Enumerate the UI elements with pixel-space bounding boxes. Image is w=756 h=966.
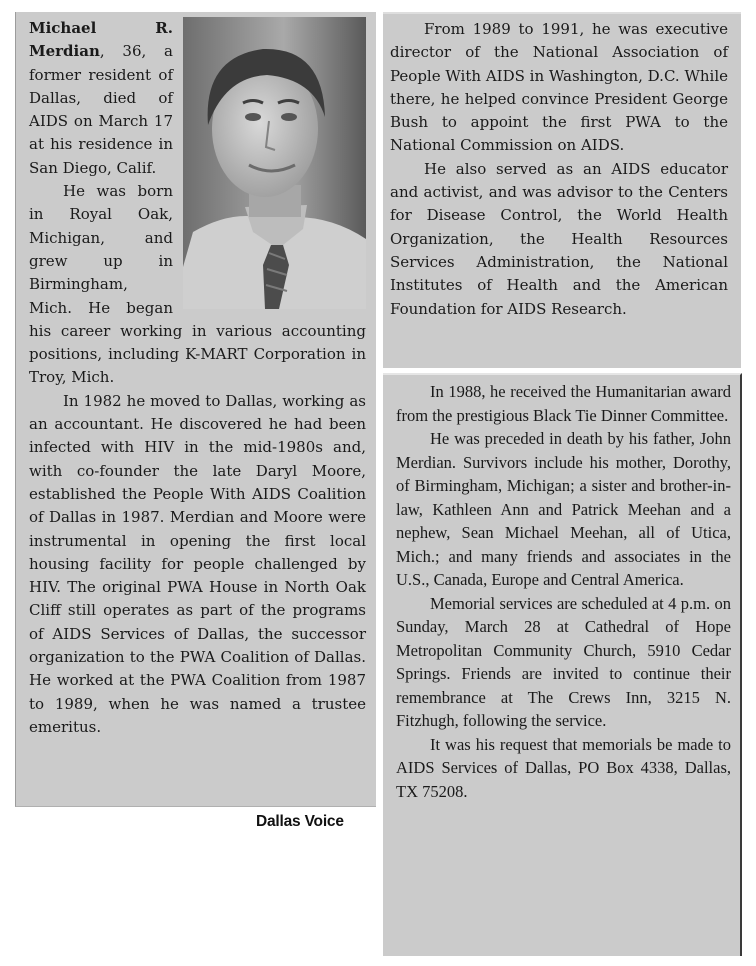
obituary-column-left (15, 12, 376, 807)
paragraph-memorials: It was his request that memorials be made to AIDS Services of Dallas, PO Box 4338, Dallas, TX 75208. (396, 734, 731, 801)
paragraph-services: Memorial services are scheduled at 4 p.m. on Sunday, March 28 at Cathedral of Hope Metropolitan Community Church, 5910 Cedar Springs. Friends are invited to continue their remembrance at The Crews Inn, 3215 N. Fitzhugh, following the service. (396, 593, 731, 730)
paragraph-award: In 1988, he received the Humanitarian award from the prestigious Black Tie Dinner Committee. (396, 382, 731, 425)
deceased-name: Michael R. Merdian (29, 19, 173, 61)
obituary-column-right-top (383, 12, 741, 368)
portrait-photo (183, 17, 366, 309)
obituary-column-right-bottom (383, 373, 742, 956)
lead-paragraph: , 36, a former resident of Dallas, died of AIDS on March 17 at his residence in San Diego, Calif. (29, 42, 173, 177)
portrait-photo-image (183, 17, 366, 309)
paragraph-napwa: From 1989 to 1991, he was executive director of the National Association of People With AIDS in Washington, D.C. While there, he helped convince President George Bush to appoint the first PWA to the National Commission on AIDS. (390, 20, 728, 155)
paragraph-early-life: He was born in Royal Oak, Michigan, and grew up in Birmingham, Mich. He began his career working in various accounting positions, including K-MART Corporation in Troy, Mich. (29, 182, 366, 387)
paragraph-survivors: He was preceded in death by his father, John Merdian. Survivors include his mother, Dorothy, of Birmingham, Michigan; a sister and brother-in-law, Kathleen Ann and Patrick Meehan and a nephew, Sean Michael Meehan, all of Utica, Mich.; and many friends and associates in the U.S., Canada, Europe and Central America. (396, 429, 731, 589)
paragraph-advisor: He also served as an AIDS educator and activist, and was advisor to the Centers for Disease Control, the World Health Organization, the Health Resources Services Administration, the National Institutes of Health and the American Foundation for AIDS Research. (390, 159, 728, 318)
paragraph-dallas: In 1982 he moved to Dallas, working as an accountant. He discovered he had been infected with HIV in the mid-1980s and, with co-founder the late Daryl Moore, established the People With AIDS Coalition of Dallas in 1987. Merdian and Moore were instrumental in opening the first local housing facility for people challenged by HIV. The original PWA House in North Oak Cliff still operates as part of the programs of AIDS Services of Dallas, the successor organization to the PWA Coalition of Dallas. He worked at the PWA Coalition from 1987 to 1989, when he was named a trustee emeritus. (29, 391, 366, 736)
source-credit: Dallas Voice (256, 813, 344, 830)
